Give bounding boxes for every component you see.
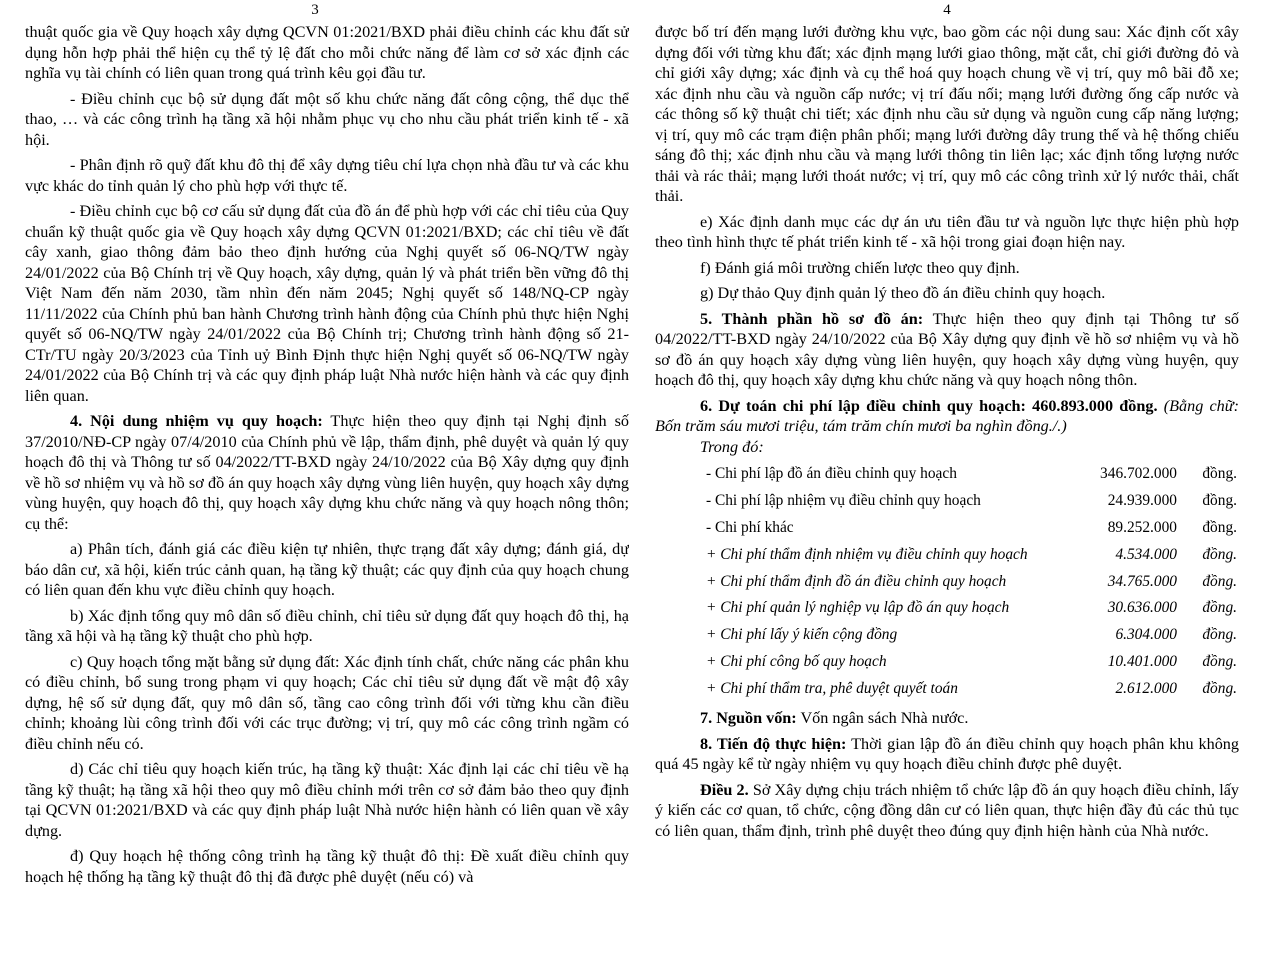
cost-amount: 34.765.000 [1107,572,1177,590]
item-dd: đ) Quy hoạch hệ thống công trình hạ tầng kỹ thuật đô thị: Đề xuất điều chỉnh quy hoạch hệ thống hạ tầng kỹ thuật đô thị đã được phê duyệt (nếu có) và [25,847,629,886]
cost-row-sub [655,568,1239,595]
paragraph-adjust-public-land: - Điều chỉnh cục bộ sử dụng đất một số khu chức năng đất công cộng, thể dục thể thao, … và các công trình hạ tầng xã hội nhằm phục vụ cho nhu cầu phát triển kinh tế - xã hội. [25,89,629,149]
section-5-text: Thực hiện theo quy định tại Thông tư số 04/2022/TT-BXD ngày 24/10/2022 của Bộ Xây dựng quy định về hồ sơ nhiệm vụ và hồ sơ đồ án quy hoạch xây dựng vùng liên huyện, quy hoạch xây dựng vùng huyện, quy hoạch đô thị, quy hoạch xây dựng khu chức năng và quy hoạch nông thôn. [655,309,1239,389]
article-2-heading: Điều 2. [700,780,749,799]
page-number: 3 [311,2,319,18]
cost-unit: đồng. [1202,518,1237,536]
page-number: 4 [943,2,951,18]
page-left [25,0,629,967]
section-6-heading: 6. Dự toán chi phí lập điều chỉnh quy hoạch: 460.893.000 đồng. [700,396,1158,415]
page-right [655,0,1239,967]
cost-unit: đồng. [1202,545,1237,563]
cost-unit: đồng. [1202,626,1237,644]
section-5 [655,309,1239,391]
section-6 [655,396,1239,437]
cost-amount: 346.702.000 [1100,465,1177,483]
cost-amount: 89.252.000 [1107,518,1177,536]
section-4 [25,411,629,534]
section-8-heading: 8. Tiến độ thực hiện: [700,734,847,753]
item-g: g) Dự thảo Quy định quản lý theo đồ án điều chỉnh quy hoạch. [700,284,1106,302]
cost-label: - Chi phí lập nhiệm vụ điều chỉnh quy hoạch [706,492,981,510]
item-b: b) Xác định tổng quy mô dân số điều chỉnh, chỉ tiêu sử dụng đất quy hoạch đô thị, hạ tầng xã hội và hạ tầng kỹ thuật cho phù hợp. [25,606,629,645]
cost-amount: 4.534.000 [1115,545,1177,563]
cost-label: + Chi phí thẩm định nhiệm vụ điều chỉnh quy hoạch [706,545,1028,563]
cost-label: + Chi phí công bố quy hoạch [706,652,887,670]
paragraph-continuation: được bố trí đến mạng lưới đường khu vực, bao gồm các nội dung sau: Xác định cốt xây dựng đối với từng khu đất; xác định mạng lưới giao thông, mặt cắt, chỉ giới đường đỏ và chỉ giới xây dựng; xác định và cụ thể hoá quy hoạch chung về vị trí, quy mô bãi đỗ xe; xác định nhu cầu và nguồn cấp nước; vị trí đấu nối; mạng lưới đường ống cấp nước và các thông số kỹ thuật chi tiết; xác định nhu cầu sử dụng và nguồn cung cấp năng lượng; vị trí, quy mô các trạm điện phân phối; mạng lưới đường dây trung thế và hệ thống chiếu sáng đô thị; xác định nhu cầu và mạng lưới thông tin liên lạc; xác định tổng lượng nước thải và rác thải; mạng lưới thoát nước; vị trí, quy mô các công trình xử lý nước thải, chất thải. [655,23,1239,205]
section-5-heading: 5. Thành phần hồ sơ đồ án: [700,309,924,328]
cost-row [655,461,1239,488]
section-7-text: Vốn ngân sách Nhà nước. [796,709,969,728]
cost-row [655,515,1239,542]
section-7-heading: 7. Nguồn vốn: [700,709,797,728]
cost-label: + Chi phí thẩm tra, phê duyệt quyết toán [706,679,958,697]
item-d: d) Các chỉ tiêu quy hoạch kiến trúc, hạ tầng kỹ thuật: Xác định lại các chỉ tiêu về hạ tầng kỹ thuật; hạ tầng xã hội theo quy mô điều chỉnh mới trên cơ sở đảm bảo theo quy định tại QCVN 01:2021/BXD và các quy định pháp luật Nhà nước hiện hành có liên quan về xây dựng. [25,760,629,840]
item-f: f) Đánh giá môi trường chiến lược theo quy định. [700,258,1020,277]
cost-table [655,461,1239,702]
cost-amount: 2.612.000 [1115,679,1177,697]
section-8-text: Thời gian lập đồ án điều chỉnh quy hoạch phân khu không quá 45 ngày kể từ ngày nhiệm vụ quy hoạch điều chỉnh được phê duyệt. [655,734,1239,774]
item-e: e) Xác định danh mục các dự án ưu tiên đầu tư và nguồn lực thực hiện phù hợp theo tình hình thực tế phát triển kinh tế - xã hội trong giai đoạn hiện nay. [655,212,1239,251]
cost-row-sub [655,595,1239,622]
cost-amount: 6.304.000 [1115,626,1177,644]
cost-label: - Chi phí khác [706,518,794,536]
cost-row-sub [655,622,1239,649]
article-2 [655,780,1239,842]
cost-unit: đồng. [1202,492,1237,510]
item-c: c) Quy hoạch tổng mặt bằng sử dụng đất: Xác định tính chất, chức năng các phân khu có điều chỉnh, bổ sung trong phạm vi quy hoạch; Các chỉ tiêu sử dụng đất về mật độ xây dựng, hệ số sử dụng đất, quy mô dân số, tầng cao công trình đối với từng khu cần điều chỉnh; khoảng lùi công trình đối với các trục đường; vị trí, quy mô các công trình ngầm có điều chỉnh nếu có. [25,652,629,753]
section-6-note: (Bằng chữ: Bốn trăm sáu mươi triệu, tám trăm chín mươi ba nghìn đồng./.) [655,396,1239,435]
cost-unit: đồng. [1202,465,1237,483]
cost-label: + Chi phí quản lý nghiệp vụ lập đồ án quy hoạch [706,599,1010,617]
section-4-heading: 4. Nội dung nhiệm vụ quy hoạch: [70,412,323,430]
cost-unit: đồng. [1202,572,1237,590]
cost-unit: đồng. [1202,599,1237,617]
cost-label: + Chi phí thẩm định đồ án điều chỉnh quy hoạch [706,572,1007,590]
section-7 [655,708,1239,729]
cost-unit: đồng. [1202,679,1237,697]
cost-row [655,488,1239,515]
cost-amount: 10.401.000 [1107,652,1177,670]
trong-do: Trong đó: [700,437,764,456]
section-8 [655,734,1239,775]
cost-row-sub [655,541,1239,568]
section-4-text: Thực hiện theo quy định tại Nghị định số 37/2010/NĐ-CP ngày 07/4/2010 của Chính phủ về lập, thẩm định, phê duyệt và quản lý quy hoạch đô thị và Thông tư số 04/2022/TT-BXD ngày 24/10/2022 của Bộ Xây dựng quy định về hồ sơ nhiệm vụ và hồ sơ đồ án quy hoạch xây dựng vùng liên huyện, quy hoạch xây dựng vùng huyện, quy hoạch đô thị, quy hoạch xây dựng khu chức năng và quy hoạch nông thôn; cụ thể: [25,412,629,533]
article-2-text: Sở Xây dựng chịu trách nhiệm tổ chức lập đồ án quy hoạch điều chỉnh, lấy ý kiến các cơ quan, tổ chức, cộng đồng dân cư có liên quan, thực hiện đầy đủ các thủ tục có liên quan, thẩm định, trình phê duyệt theo đúng quy định hiện hành của Nhà nước. [655,780,1239,840]
paragraph-land-structure: - Điều chỉnh cục bộ cơ cấu sử dụng đất của đồ án để phù hợp với các chỉ tiêu của Quy chuẩn kỹ thuật quốc gia về Quy hoạch xây dựng QCVN 01:2021/BXD; các chỉ tiêu về đất cây xanh, giao thông đảm bảo theo định hướng của Nghị quyết số 06-NQ/TW ngày 24/01/2022 của Bộ Chính trị về Quy hoạch, xây dựng, quản lý và phát triển bền vững đô thị Việt Nam đến năm 2030, tầm nhìn đến năm 2045; Nghị quyết số 148/NQ-CP ngày 11/11/2022 của Chính phủ ban hành Chương trình hành động của Chính phủ thực hiện Nghị quyết số 06-NQ/TW ngày 24/01/2022 của Bộ Chính trị; Chương trình hành động số 21-CTr/TU ngày 20/3/2023 của Tỉnh uỷ Bình Định thực hiện Nghị quyết số 06-NQ/TW ngày 24/01/2022 của Bộ Chính trị và các quy định pháp luật Nhà nước hiện hành và các quy định liên quan. [25,202,629,405]
paragraph-continuation: thuật quốc gia về Quy hoạch xây dựng QCVN 01:2021/BXD phải điều chỉnh các khu đất sử dụng hỗn hợp phải thể hiện cụ thể tỷ lệ đất cho mỗi chức năng để làm cơ sở xác định các nghĩa vụ tài chính có liên quan trong quá trình kêu gọi đầu tư. [25,23,629,82]
cost-amount: 24.939.000 [1107,492,1177,510]
cost-row-sub [655,649,1239,676]
cost-label: + Chi phí lấy ý kiến cộng đồng [706,626,898,644]
cost-row-sub [655,675,1239,702]
paragraph-land-fund: - Phân định rõ quỹ đất khu đô thị để xây dựng tiêu chí lựa chọn nhà đầu tư và các khu vực khác do tỉnh quản lý cho phù hợp với thực tế. [25,156,629,195]
item-a: a) Phân tích, đánh giá các điều kiện tự nhiên, thực trạng đất xây dựng; đánh giá, dự báo dân cư, xã hội, kiến trúc cảnh quan, hạ tầng kỹ thuật; các quy định của quy hoạch chung có liên quan đến khu vực điều chỉnh quy hoạch. [25,540,629,599]
cost-amount: 30.636.000 [1107,599,1177,617]
cost-unit: đồng. [1202,652,1237,670]
cost-label: - Chi phí lập đồ án điều chỉnh quy hoạch [706,465,957,483]
